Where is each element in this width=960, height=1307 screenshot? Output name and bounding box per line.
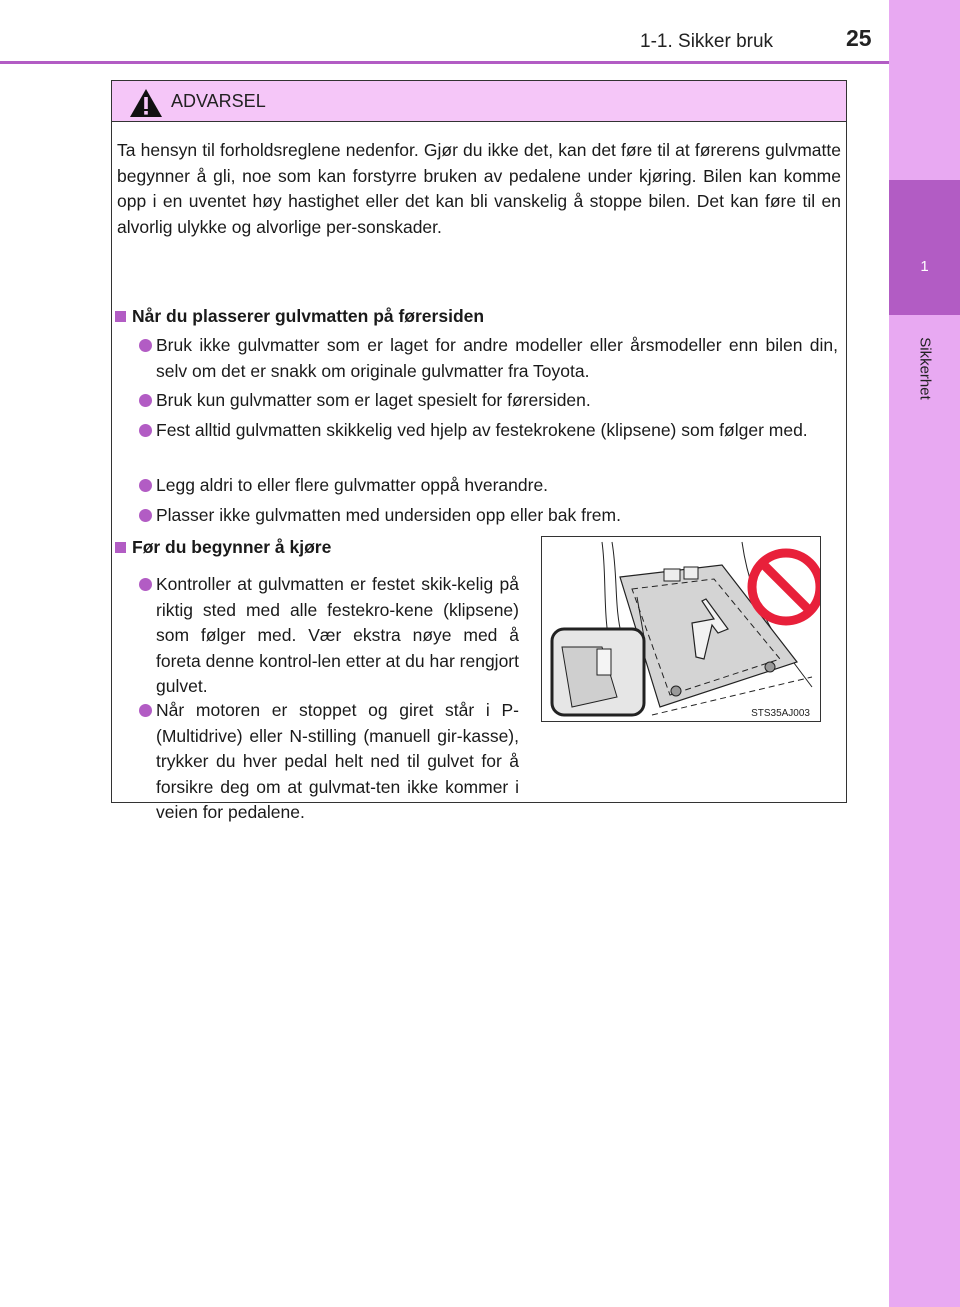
list-item: Legg aldri to eller flere gulvmatter oppå hverandre. [156, 473, 838, 499]
list-item: Plasser ikke gulvmatten med undersiden opp eller bak frem. [156, 503, 838, 529]
bullet-dot-icon [139, 704, 152, 717]
list-item: Kontroller at gulvmatten er festet skik-kelig på riktig sted med alle festekro-kene (klipsene) som følger med. Vær ekstra nøye med å foreta denne kontrol-len etter at du har rengjort gulvet. [156, 572, 519, 700]
header-rule [0, 61, 889, 64]
page-number: 25 [846, 25, 872, 51]
bullet-dot-icon [139, 578, 152, 591]
list-item: Bruk kun gulvmatter som er laget spesielt for førersiden. [156, 388, 838, 414]
bullet-dot-icon [139, 479, 152, 492]
section-title: 1-1. Sikker bruk [640, 31, 774, 52]
warning-header [112, 81, 846, 122]
warning-title: ADVARSEL [171, 91, 266, 111]
warning-triangle-icon [129, 88, 163, 118]
chapter-highlight [889, 180, 960, 315]
list-item: Når motoren er stoppet og giret står i P-(Multidrive) eller N-stilling (manuell gir-kasse), trykker du hver pedal helt ned til gulvet for å forsikre deg om at gulvmat-ten ikke kommer i veien for pedalene. [156, 698, 519, 826]
bullet-dot-icon [139, 424, 152, 437]
warning-intro: Ta hensyn til forholdsreglene nedenfor. Gjør du ikke det, kan det føre til at førerens gulvmatte begynner å gli, noe som kan forstyrre bruken av pedalene under kjøring. Bilen kan komme opp i en uventet høy hastighet eller det kan bli vanskelig å stoppe bilen. Det kan føre til en alvorlig ulykke og alvorlige per-sonskader. [117, 140, 841, 237]
list-item: Bruk ikke gulvmatter som er laget for andre modeller eller årsmodeller enn bilen din, selv om det er snakk om originale gulvmatter fra Toyota. [156, 333, 838, 384]
list-item: Fest alltid gulvmatten skikkelig ved hjelp av festekrokene (klipsene) som følger med. [156, 418, 838, 444]
bullet-dot-icon [139, 509, 152, 522]
square-bullet-icon [115, 311, 126, 322]
bullet-dot-icon [139, 394, 152, 407]
section-heading-driver-side: Når du plasserer gulvmatten på førersiden [115, 304, 484, 329]
square-bullet-icon [115, 542, 126, 553]
chapter-label: Sikkerhet [916, 337, 934, 400]
figure-code: STS35AJ003 [751, 708, 810, 719]
floor-mat-illustration [541, 536, 821, 722]
chapter-number: 1 [920, 258, 929, 275]
floor-mat-drawing [542, 537, 821, 722]
bullet-dot-icon [139, 339, 152, 352]
section-heading-before-driving: Før du begynner å kjøre [115, 535, 331, 560]
